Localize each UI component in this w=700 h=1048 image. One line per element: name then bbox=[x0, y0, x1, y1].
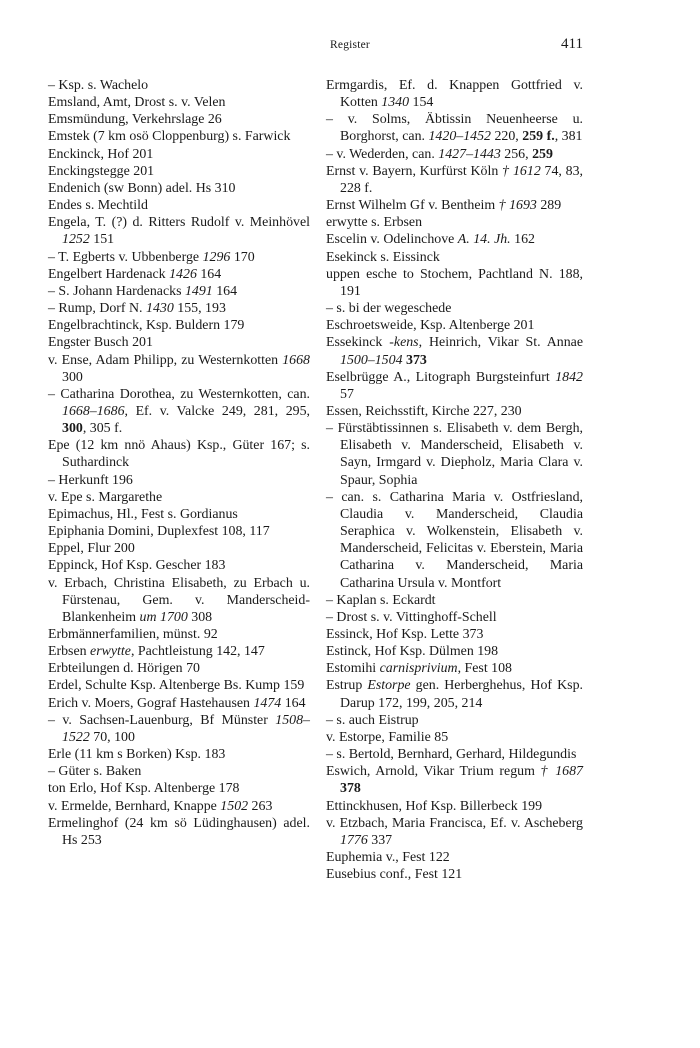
entry-text: 373 bbox=[406, 352, 427, 368]
index-entry bbox=[326, 214, 583, 231]
entry-text: Erbsen bbox=[48, 644, 91, 660]
entry-text: uppen esche to Stochem, Pachtland N. 188, 191 bbox=[326, 266, 583, 299]
entry-text: 1668 bbox=[282, 352, 310, 368]
entry-text: 70, 100 bbox=[89, 729, 135, 745]
entry-text: Emstek (7 km osö Cloppenburg) s. Farwick bbox=[48, 129, 291, 145]
entry-text: 1668–1686 bbox=[62, 403, 125, 419]
index-entry bbox=[326, 746, 583, 763]
entry-text: 151 bbox=[89, 232, 115, 248]
index-entry bbox=[326, 677, 583, 711]
entry-text: 170 bbox=[230, 249, 255, 265]
entry-text: um 1700 bbox=[139, 609, 188, 625]
entry-text: 337 bbox=[367, 832, 393, 848]
entry-text: – s. auch Eistrup bbox=[326, 712, 419, 728]
entry-text: – Rump, Dorf N. bbox=[48, 301, 147, 317]
entry-text: † 1687 bbox=[540, 764, 584, 780]
entry-text: v. Etzbach, Maria Francisca, Ef. v. Ascheberg bbox=[326, 815, 583, 831]
entry-text: – Kaplan s. Eckardt bbox=[326, 592, 436, 608]
index-entry bbox=[326, 300, 583, 317]
entry-text: 1502 bbox=[220, 798, 249, 814]
index-entry bbox=[326, 609, 583, 626]
index-entry bbox=[48, 214, 310, 248]
entry-text: Emsmündung, Verkehrslage 26 bbox=[48, 112, 222, 128]
entry-text: Ermgardis, Ef. d. Knappen Gottfried v. Kotten bbox=[326, 78, 583, 111]
entry-text: v. Ermelde, Bernhard, Knappe bbox=[48, 798, 221, 814]
index-entry bbox=[48, 472, 310, 489]
index-entry bbox=[48, 111, 310, 128]
entry-text: – T. Egberts v. Ubbenberge bbox=[48, 249, 203, 265]
entry-text: 259 bbox=[532, 146, 553, 162]
entry-text: Eppel, Flur 200 bbox=[48, 541, 135, 557]
entry-text: Eselbrügge A., Litograph Burgsteinfurt bbox=[326, 369, 556, 385]
entry-text: 164 bbox=[281, 695, 306, 711]
index-entry bbox=[48, 180, 310, 197]
index-entry bbox=[326, 197, 583, 214]
entry-text: erwytte s. Erbsen bbox=[326, 215, 423, 231]
entry-text: 164 bbox=[212, 283, 238, 299]
index-entry bbox=[326, 798, 583, 815]
entry-text: Engelbrachtinck, Ksp. Buldern 179 bbox=[48, 318, 245, 334]
entry-text: Enckingstegge 201 bbox=[48, 163, 155, 179]
entry-text: Essekinck - bbox=[326, 335, 394, 351]
index-entry bbox=[48, 352, 310, 386]
entry-text: Erle (11 km s Borken) Ksp. 183 bbox=[48, 747, 226, 763]
index-entry bbox=[326, 626, 583, 643]
index-entry bbox=[326, 489, 583, 592]
entry-text: v. Erbach, Christina Elisabeth, zu Erbach u. Fürstenau, Gem. v. Manderscheid-Blankenheim bbox=[48, 575, 310, 625]
entry-text: Engelbert Hardenack bbox=[48, 266, 170, 282]
index-entry bbox=[48, 763, 310, 780]
index-entry bbox=[326, 369, 583, 403]
entry-text: – s. Bertold, Bernhard, Gerhard, Hildegundis bbox=[326, 747, 577, 763]
index-entry bbox=[326, 266, 583, 300]
entry-text: ton Erlo, Hof Ksp. Altenberge 178 bbox=[48, 781, 240, 797]
index-entry bbox=[326, 660, 583, 677]
entry-text: 263 bbox=[248, 798, 273, 814]
entry-text: v. Estorpe, Familie 85 bbox=[326, 729, 449, 745]
entry-text: 308 bbox=[187, 609, 213, 625]
entry-text: 1842 bbox=[555, 369, 583, 385]
index-entry bbox=[326, 420, 583, 489]
entry-text: Euphemia v., Fest 122 bbox=[326, 850, 450, 866]
entry-text: 74, 83, 228 f. bbox=[340, 163, 584, 196]
index-entry bbox=[48, 317, 310, 334]
index-entry bbox=[48, 334, 310, 351]
entry-text: – v. Wederden, can. bbox=[326, 146, 439, 162]
entry-text: 300 bbox=[62, 369, 83, 385]
entry-text: Essinck, Hof Ksp. Lette 373 bbox=[326, 627, 484, 642]
index-entry bbox=[326, 146, 583, 163]
entry-text: 378 bbox=[340, 781, 361, 797]
entry-text: Erich v. Moers, Gograf Hastehausen bbox=[48, 695, 254, 711]
entry-text: 164 bbox=[196, 266, 222, 282]
index-entry bbox=[48, 660, 310, 677]
entry-text: – Herkunft 196 bbox=[48, 472, 133, 488]
index-entry bbox=[48, 128, 310, 145]
entry-text: A. 14. Jh. bbox=[457, 232, 511, 248]
entry-text: 1427–1443 bbox=[438, 146, 501, 162]
entry-text: 1430 bbox=[146, 301, 174, 317]
entry-text: v. Ense, Adam Philipp, zu Westernkotten bbox=[48, 352, 283, 368]
entry-text: gen. Herberghehus, Hof Ksp. Darup 172, 199, 205, 214 bbox=[340, 678, 583, 711]
index-entry bbox=[326, 866, 583, 883]
entry-text: – v. Sachsen-Lauenburg, Bf Münster bbox=[48, 712, 276, 728]
entry-text: Estinck, Hof Ksp. Dülmen 198 bbox=[326, 644, 499, 660]
entry-text: 162 bbox=[510, 232, 535, 248]
entry-text: 220, bbox=[491, 129, 523, 145]
entry-text: Engster Busch 201 bbox=[48, 335, 153, 351]
index-entry bbox=[48, 197, 310, 214]
entry-text: † 1612 bbox=[502, 163, 541, 179]
entry-text: 1296 bbox=[202, 249, 231, 265]
entry-text: Ermelinghof (24 km sö Lüdinghausen) adel. Hs 253 bbox=[48, 815, 310, 848]
entry-text: , 381 bbox=[554, 129, 583, 145]
entry-text: 1776 bbox=[340, 832, 368, 848]
entry-text: Escelin v. Odelinchove bbox=[326, 232, 458, 248]
index-entry bbox=[326, 249, 583, 266]
entry-text: Endenich (sw Bonn) adel. Hs 310 bbox=[48, 180, 236, 196]
entry-text: † 1693 bbox=[498, 198, 537, 214]
entry-text: – S. Johann Hardenacks bbox=[48, 283, 185, 299]
entry-text: 1252 bbox=[62, 232, 90, 248]
index-entry bbox=[48, 712, 310, 746]
entry-text: erwytte bbox=[90, 644, 131, 660]
entry-text: – can. s. Catharina Maria v. Ostfriesland, Claudia v. Manderscheid, Claudia Seraphica v. Wolkenstein, Elisabeth v. Manderscheid, Felicitas v. Eberstein, Maria Catharina v. Manderscheid, Maria Catharina Ursula v. Montfort bbox=[326, 489, 583, 591]
index-entry bbox=[48, 249, 310, 266]
entry-text: Epe (12 km nnö Ahaus) Ksp., Güter 167; s. Suthardinck bbox=[48, 438, 310, 471]
index-entry bbox=[326, 231, 583, 248]
entry-text: – v. Solms, Äbtissin Neuenheerse u. Borghorst, can. bbox=[326, 112, 583, 145]
entry-text: 1340 bbox=[381, 95, 410, 111]
index-column-right bbox=[326, 77, 583, 883]
index-entry bbox=[48, 386, 310, 437]
index-entry bbox=[48, 283, 310, 300]
index-entry bbox=[326, 712, 583, 729]
entry-text: Erdel, Schulte Ksp. Altenberge Bs. Kump 159 bbox=[48, 678, 305, 694]
index-entry bbox=[48, 677, 310, 694]
index-entry bbox=[326, 317, 583, 334]
entry-text: , Pachtleistung 142, 147 bbox=[130, 644, 265, 660]
entry-text: Engela, T. (?) d. Ritters Rudolf v. Meinhövel bbox=[48, 215, 310, 231]
entry-text: – s. bi der wegeschede bbox=[326, 301, 452, 317]
entry-text: 1426 bbox=[169, 266, 197, 282]
index-entry bbox=[326, 403, 583, 420]
index-entry bbox=[48, 146, 310, 163]
entry-text: , Heinrich, Vikar St. Annae bbox=[418, 335, 583, 351]
index-entry bbox=[48, 695, 310, 712]
entry-text: Erbmännerfamilien, münst. 92 bbox=[48, 627, 218, 642]
index-entry bbox=[48, 643, 310, 660]
running-title: Register bbox=[330, 39, 370, 51]
index-column-left bbox=[48, 77, 310, 849]
entry-text: Enckinck, Hof 201 bbox=[48, 146, 154, 162]
running-header bbox=[0, 36, 700, 58]
entry-text: – Fürstäbtissinnen s. Elisabeth v. dem Bergh, Elisabeth v. Manderscheid, Elisabeth v. Sayn, Irmgard v. Diepholz, Maria Clara v. Spaur, Sophia bbox=[326, 421, 583, 488]
index-entry bbox=[48, 77, 310, 94]
entry-text: – Ksp. s. Wachelo bbox=[48, 78, 149, 93]
entry-text: – Güter s. Baken bbox=[48, 764, 142, 780]
entry-text: Epiphania Domini, Duplexfest 108, 117 bbox=[48, 524, 270, 540]
index-entry bbox=[48, 94, 310, 111]
entry-text: Estomihi bbox=[326, 661, 380, 677]
entry-text: 154 bbox=[409, 95, 434, 111]
index-entry bbox=[326, 763, 583, 797]
index-entry bbox=[48, 575, 310, 626]
entry-text: Eppinck, Hof Ksp. Gescher 183 bbox=[48, 558, 226, 574]
entry-text: v. Epe s. Margarethe bbox=[48, 489, 163, 505]
entry-text: – Catharina Dorothea, zu Westernkotten, can. bbox=[48, 386, 310, 402]
entry-text: Ettinckhusen, Hof Ksp. Billerbeck 199 bbox=[326, 798, 543, 814]
index-entry bbox=[326, 163, 583, 197]
index-entry bbox=[48, 523, 310, 540]
entry-text: 155, 193 bbox=[173, 301, 226, 317]
entry-text: kens bbox=[393, 335, 419, 351]
entry-text: Eusebius conf., Fest 121 bbox=[326, 867, 463, 883]
entry-text: , Fest 108 bbox=[457, 661, 513, 677]
entry-text: , Ef. v. Valcke 249, 281, 295, bbox=[124, 403, 310, 419]
entry-text: carnisprivium bbox=[379, 661, 458, 677]
entry-text: Esekinck s. Eissinck bbox=[326, 249, 440, 265]
index-entry bbox=[48, 626, 310, 643]
entry-text: Ernst v. Bayern, Kurfürst Köln bbox=[326, 163, 503, 179]
entry-text: Eschroetsweide, Ksp. Altenberge 201 bbox=[326, 318, 535, 334]
entry-text: 1508–1522 bbox=[62, 712, 310, 745]
entry-text: 289 bbox=[536, 198, 562, 214]
index-entry bbox=[48, 489, 310, 506]
entry-text: Estorpe bbox=[367, 678, 411, 694]
page-number: 411 bbox=[561, 36, 583, 52]
entry-text: 1420–1452 bbox=[428, 129, 491, 145]
index-entry bbox=[48, 300, 310, 317]
index-entry bbox=[326, 815, 583, 849]
entry-text: Emsland, Amt, Drost s. v. Velen bbox=[48, 95, 226, 111]
index-entry bbox=[48, 746, 310, 763]
entry-text: Estrup bbox=[326, 678, 368, 694]
entry-text: 300 bbox=[62, 421, 83, 437]
index-entry bbox=[48, 815, 310, 849]
index-entry bbox=[326, 643, 583, 660]
index-entry bbox=[48, 437, 310, 471]
index-entry bbox=[326, 334, 583, 368]
entry-text: 1500–1504 bbox=[340, 352, 403, 368]
index-entry bbox=[48, 798, 310, 815]
entry-text: – Drost s. v. Vittinghoff-Schell bbox=[326, 609, 497, 625]
entry-text: Ernst Wilhelm Gf v. Bentheim bbox=[326, 198, 499, 214]
index-entry bbox=[326, 729, 583, 746]
index-entry bbox=[48, 506, 310, 523]
index-entry bbox=[48, 557, 310, 574]
entry-text: , 305 f. bbox=[82, 421, 123, 437]
entry-text: 259 f. bbox=[522, 129, 555, 145]
index-entry bbox=[326, 592, 583, 609]
entry-text: Essen, Reichsstift, Kirche 227, 230 bbox=[326, 403, 522, 419]
index-entry bbox=[48, 163, 310, 180]
entry-text: Endes s. Mechtild bbox=[48, 198, 148, 214]
entry-text: 57 bbox=[340, 386, 354, 402]
index-entry bbox=[326, 77, 583, 111]
entry-text: Eswich, Arnold, Vikar Trium regum bbox=[326, 764, 541, 780]
index-entry bbox=[48, 780, 310, 797]
entry-text: Erbteilungen d. Hörigen 70 bbox=[48, 661, 200, 677]
entry-text: Epimachus, Hl., Fest s. Gordianus bbox=[48, 506, 238, 522]
entry-text: 256, bbox=[500, 146, 533, 162]
index-entry bbox=[48, 266, 310, 283]
index-entry bbox=[326, 849, 583, 866]
entry-text: 1474 bbox=[253, 695, 282, 711]
index-entry bbox=[326, 111, 583, 145]
index-entry bbox=[48, 540, 310, 557]
entry-text: 1491 bbox=[184, 283, 213, 299]
